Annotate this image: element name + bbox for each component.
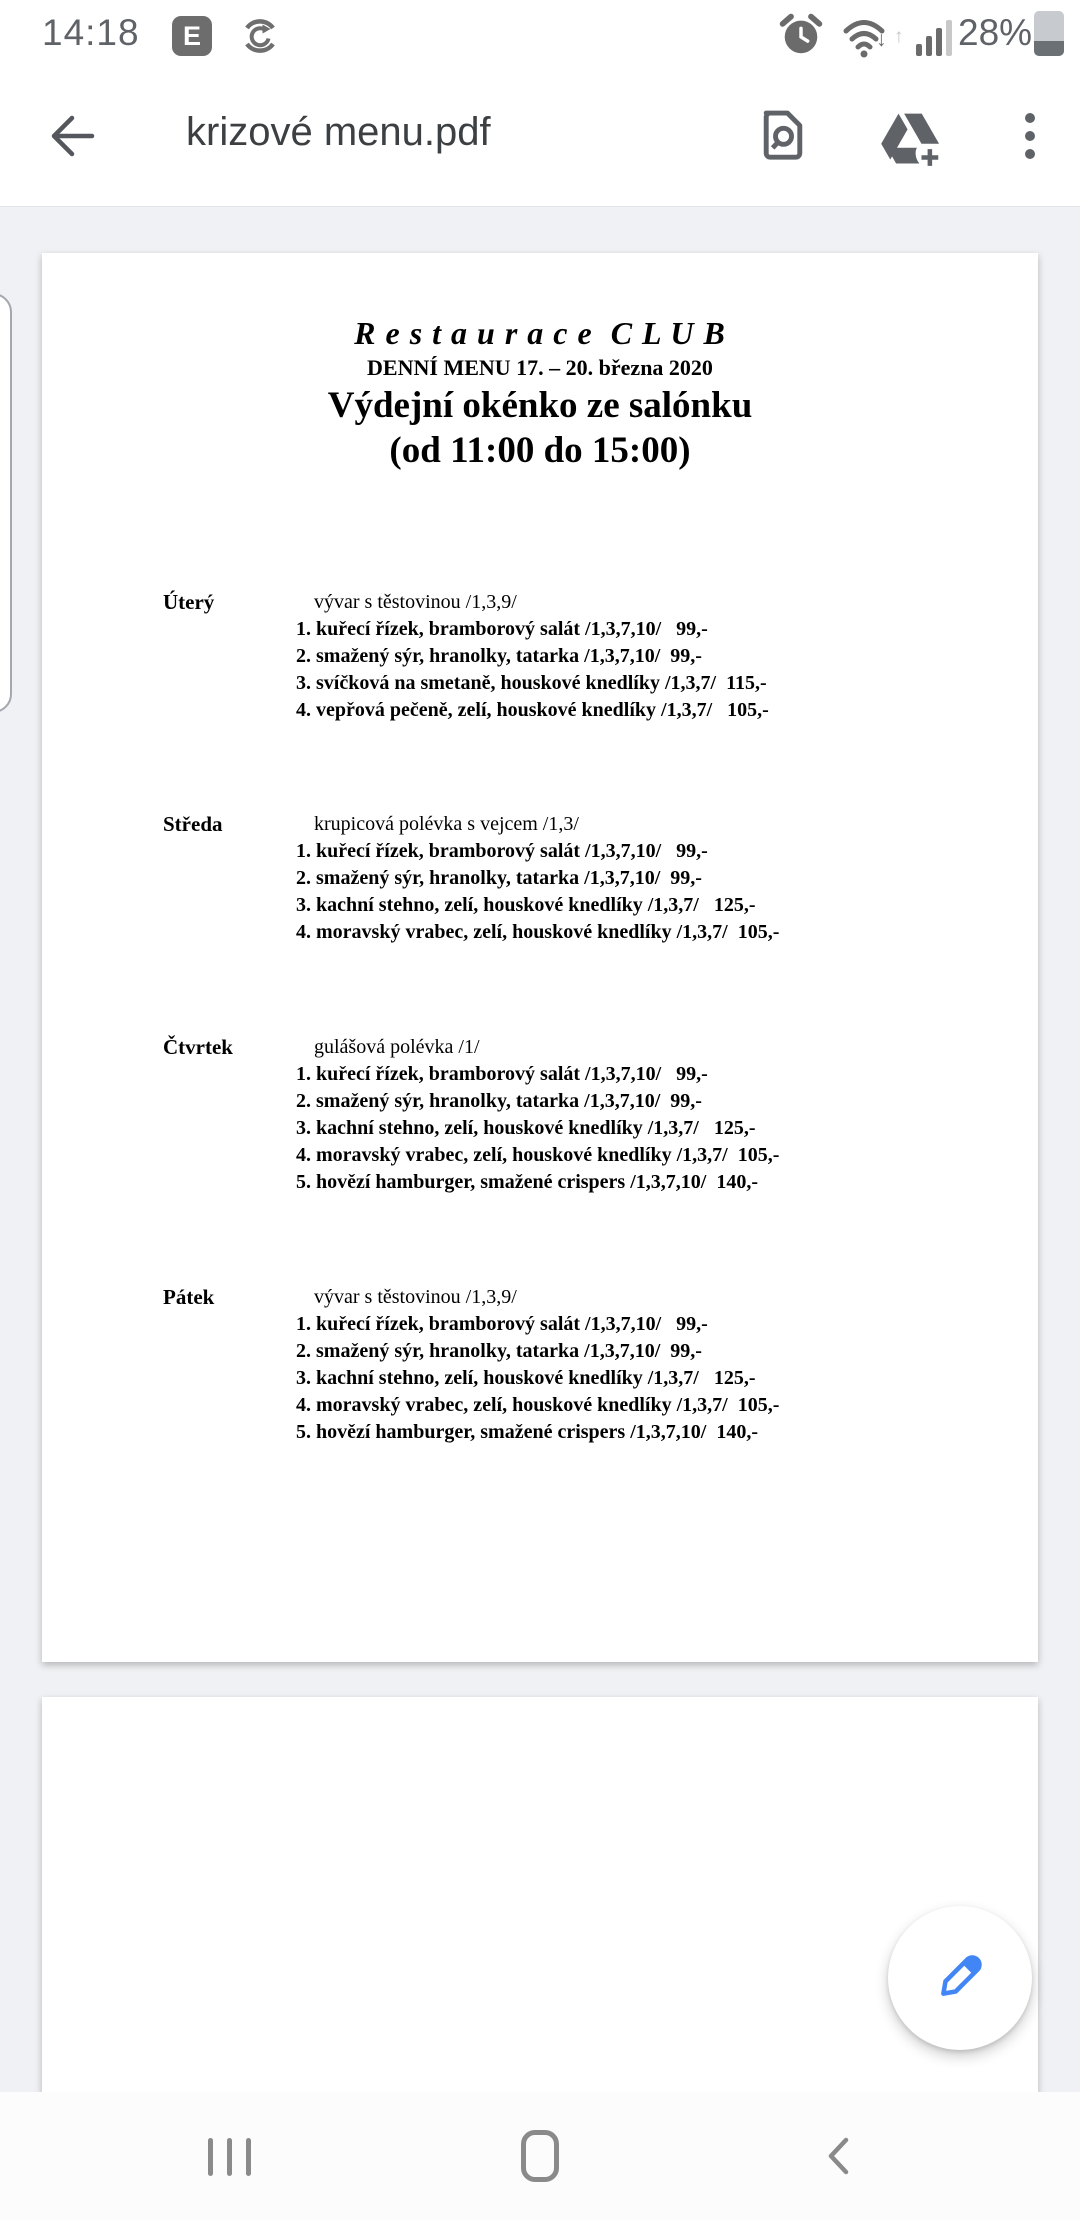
add-to-drive-icon[interactable] <box>878 104 942 173</box>
menu-item: 4. moravský vrabec, zelí, houskové knedlíky /1,3,7/ 105,- <box>296 1144 780 1166</box>
pdf-page-2 <box>42 1697 1038 2092</box>
document-title: krizové menu.pdf <box>186 110 491 154</box>
menu-item: 4. moravský vrabec, zelí, houskové knedlíky /1,3,7/ 105,- <box>296 921 780 943</box>
menu-subtitle: DENNÍ MENU 17. – 20. března 2020 <box>367 355 713 380</box>
status-bar <box>0 0 1080 66</box>
day-label: Čtvrtek <box>163 1035 233 1059</box>
menu-item: 1. kuřecí řízek, bramborový salát /1,3,7,10/ 99,- <box>296 1313 708 1335</box>
soup-line: vývar s těstovinou /1,3,9/ <box>314 1286 517 1308</box>
day-label: Středa <box>163 812 223 836</box>
menu-item: 4. vepřová pečeně, zelí, houskové knedlíky /1,3,7/ 105,- <box>296 699 769 721</box>
menu-day-wednesday <box>42 811 1038 946</box>
sync-icon <box>238 14 282 63</box>
signal-icon <box>916 14 956 63</box>
menu-heading-line1: Výdejní okénko ze salónku <box>327 385 753 426</box>
menu-day-tuesday <box>42 589 1038 724</box>
soup-line: krupicová polévka s vejcem /1,3/ <box>314 813 579 835</box>
alarm-icon <box>778 12 824 63</box>
menu-item: 1. kuřecí řízek, bramborový salát /1,3,7,10/ 99,- <box>296 1063 708 1085</box>
edit-fab-button[interactable] <box>888 1906 1032 2050</box>
menu-item: 2. smažený sýr, hranolky, tatarka /1,3,7,10/ 99,- <box>296 645 702 667</box>
back-arrow-icon[interactable] <box>46 110 98 167</box>
menu-item: 3. kachní stehno, zelí, houskové knedlíky /1,3,7/ 125,- <box>296 894 756 916</box>
menu-item: 4. moravský vrabec, zelí, houskové knedlíky /1,3,7/ 105,- <box>296 1394 780 1416</box>
clock-time: 14:18 <box>42 12 140 53</box>
app-bar <box>0 66 1080 206</box>
battery-percent: 28% <box>958 12 1033 53</box>
day-label: Pátek <box>163 1285 215 1309</box>
home-icon[interactable] <box>521 2130 559 2182</box>
menu-item: 3. kachní stehno, zelí, houskové knedlíky /1,3,7/ 125,- <box>296 1367 756 1389</box>
back-icon[interactable] <box>818 2134 862 2183</box>
recents-icon[interactable] <box>208 2138 251 2176</box>
menu-item: 5. hovězí hamburger, smažené crispers /1,3,7,10/ 140,- <box>296 1421 758 1443</box>
soup-line: gulášová polévka /1/ <box>314 1036 480 1058</box>
pdf-page-1 <box>42 253 1038 1662</box>
menu-item: 5. hovězí hamburger, smažené crispers /1,3,7,10/ 140,- <box>296 1171 758 1193</box>
pdf-viewer[interactable] <box>0 206 1080 2092</box>
scrollbar-thumb[interactable] <box>0 293 12 713</box>
wifi-icon <box>842 16 898 65</box>
notification-e-icon: E <box>172 16 212 56</box>
wifi-upload-arrow-icon: ↑ <box>894 26 904 47</box>
menu-item: 3. svíčková na smetaně, houskové knedlíky /1,3,7/ 115,- <box>296 672 767 694</box>
battery-icon <box>1034 11 1064 56</box>
menu-day-friday <box>42 1284 1038 1446</box>
pencil-edit-icon <box>928 1945 992 2012</box>
menu-item: 1. kuřecí řízek, bramborový salát /1,3,7,10/ 99,- <box>296 840 708 862</box>
menu-item: 2. smažený sýr, hranolky, tatarka /1,3,7,10/ 99,- <box>296 1090 702 1112</box>
day-label: Úterý <box>163 590 215 614</box>
menu-item: 2. smažený sýr, hranolky, tatarka /1,3,7,10/ 99,- <box>296 1340 702 1362</box>
menu-day-thursday <box>42 1034 1038 1196</box>
soup-line: vývar s těstovinou /1,3,9/ <box>314 591 517 613</box>
menu-heading-line2: (od 11:00 do 15:00) <box>389 430 691 471</box>
find-in-document-icon[interactable] <box>752 104 814 171</box>
navigation-bar <box>0 2092 1080 2220</box>
restaurant-title: R e s t a u r a c e C L U B <box>354 315 726 351</box>
menu-item: 2. smažený sýr, hranolky, tatarka /1,3,7,10/ 99,- <box>296 867 702 889</box>
menu-item: 1. kuřecí řízek, bramborový salát /1,3,7,10/ 99,- <box>296 618 708 640</box>
menu-item: 3. kachní stehno, zelí, houskové knedlíky /1,3,7/ 125,- <box>296 1117 756 1139</box>
wifi-download-arrow-icon: ↓ <box>876 28 887 51</box>
overflow-menu-icon[interactable] <box>1000 106 1060 171</box>
